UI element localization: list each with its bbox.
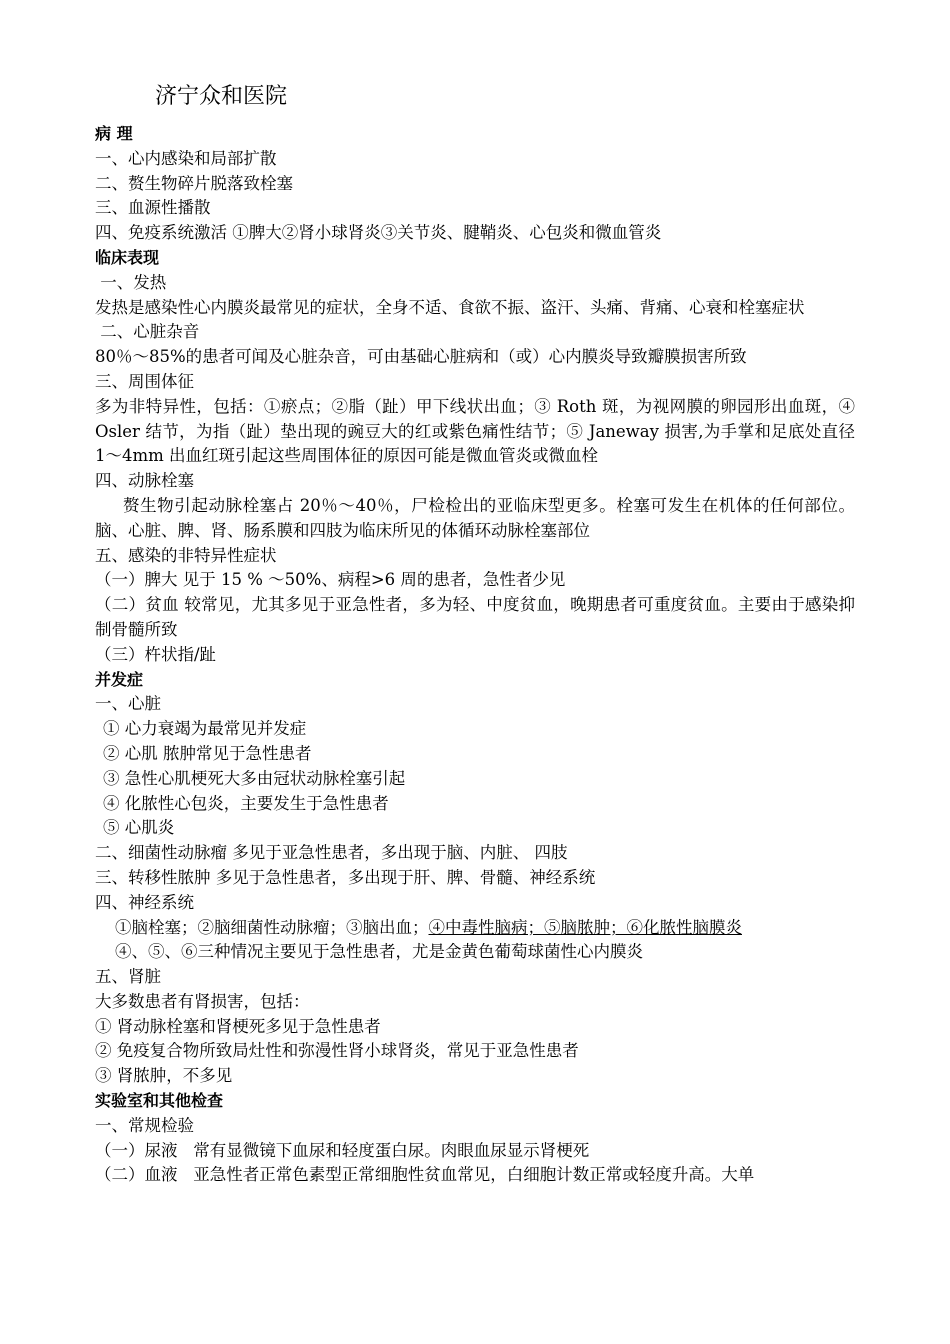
pathology-item: 二、赘生物碎片脱落致栓塞: [95, 173, 293, 193]
heart-complication-item: ② 心肌 脓肿常见于急性患者: [103, 743, 312, 763]
kidney-item: ① 肾动脉栓塞和肾梗死多见于急性患者: [95, 1016, 381, 1036]
subheading-heart: 一、心脏: [95, 694, 161, 714]
neuro-items-underlined: ④中毒性脑病；⑤脑脓肿；⑥化脓性脑膜炎: [428, 917, 742, 937]
heart-complication-item: ④ 化脓性心包炎，主要发生于急性患者: [103, 793, 389, 813]
item-blood: （二）血液 亚急性者正常色素型正常细胞性贫血常见，白细胞计数正常或轻度升高。大单: [95, 1165, 755, 1185]
paragraph-peripheral: 多为非特异性，包括：①瘀点；②脂（趾）甲下线状出血；③ Roth 斑，为视网膜的卵园形出血斑，④ Osler 结节，为指（趾）垫出现的豌豆大的红或紫色痛性结节；⑤ Janeway 损害,为手掌和足底处直径 1～4mm 出血红斑引起这些周围体征的原因可能是微血管炎或微血栓: [95, 396, 855, 466]
hospital-title: 济宁众和医院: [155, 84, 288, 109]
document-page: [95, 82, 855, 1188]
section-heading-pathology: 病 理: [95, 124, 133, 143]
paragraph-fever: 发热是感染性心内膜炎最常见的症状，全身不适、食欲不振、盗汗、头痛、背痛、心衰和栓塞症状: [95, 297, 805, 317]
neuro-note: ④、⑤、⑥三种情况主要见于急性患者，尤是金黄色葡萄球菌性心内膜炎: [115, 942, 643, 962]
item-aneurysm: 二、细菌性动脉瘤 多见于亚急性患者，多出现于脑、内脏、 四肢: [95, 843, 568, 863]
subheading-embolism: 四、动脉栓塞: [95, 471, 194, 491]
subheading-neuro: 四、神经系统: [95, 892, 194, 912]
subheading-routine: 一、常规检验: [95, 1115, 194, 1135]
neuro-items-plain: ①脑栓塞；②脑细菌性动脉瘤；③脑出血；: [115, 917, 429, 937]
pathology-item: 三、血源性播散: [95, 198, 211, 218]
kidney-intro: 大多数患者有肾损害，包括：: [95, 991, 310, 1011]
item-metastatic-abscess: 三、转移性脓肿 多见于急性患者，多出现于肝、脾、骨髓、神经系统: [95, 867, 596, 887]
section-heading-complications: 并发症: [95, 669, 144, 689]
kidney-item: ② 免疫复合物所致局灶性和弥漫性肾小球肾炎，常见于亚急性患者: [95, 1041, 579, 1061]
item-clubbing: （三）杵状指/趾: [95, 644, 217, 664]
subheading-kidney: 五、肾脏: [95, 967, 161, 987]
heart-complication-item: ③ 急性心肌梗死大多由冠状动脉栓塞引起: [103, 768, 406, 788]
kidney-item: ③ 肾脓肿，不多见: [95, 1066, 233, 1086]
paragraph-murmur: 80％～85%的患者可闻及心脏杂音，可由基础心脏病和（或）心内膜炎导致瓣膜损害所致: [95, 347, 747, 367]
subheading-fever: 一、发热: [95, 272, 167, 292]
subheading-murmur: 二、心脏杂音: [95, 322, 200, 342]
section-heading-lab: 实验室和其他检查: [95, 1091, 224, 1111]
heart-complication-item: ⑤ 心肌炎: [103, 818, 175, 838]
neuro-items: [95, 916, 855, 941]
subheading-peripheral: 三、周围体征: [95, 371, 194, 391]
subheading-nonspecific: 五、感染的非特异性症状: [95, 545, 277, 565]
item-urine: （一）尿液 常有显微镜下血尿和轻度蛋白尿。肉眼血尿显示肾梗死: [95, 1140, 590, 1160]
paragraph-embolism: 赘生物引起动脉栓塞占 20％～40％，尸检检出的亚临床型更多。栓塞可发生在机体的任何部位。脑、心脏、脾、肾、肠系膜和四肢为临床所见的体循环动脉栓塞部位: [95, 495, 855, 540]
pathology-item: 一、心内感染和局部扩散: [95, 148, 277, 168]
heart-complication-item: ① 心力衰竭为最常见并发症: [103, 719, 307, 739]
pathology-item: 四、免疫系统激活 ①脾大②肾小球肾炎③关节炎、腱鞘炎、心包炎和微血管炎: [95, 223, 662, 243]
item-anemia: （二）贫血 较常见，尤其多见于亚急性者，多为轻、中度贫血，晚期患者可重度贫血。主要由于感染抑制骨髓所致: [95, 595, 855, 639]
section-heading-clinical: 临床表现: [95, 247, 160, 267]
item-spleen: （一）脾大 见于 15 % ～50%、病程>6 周的患者，急性者少见: [95, 570, 566, 590]
